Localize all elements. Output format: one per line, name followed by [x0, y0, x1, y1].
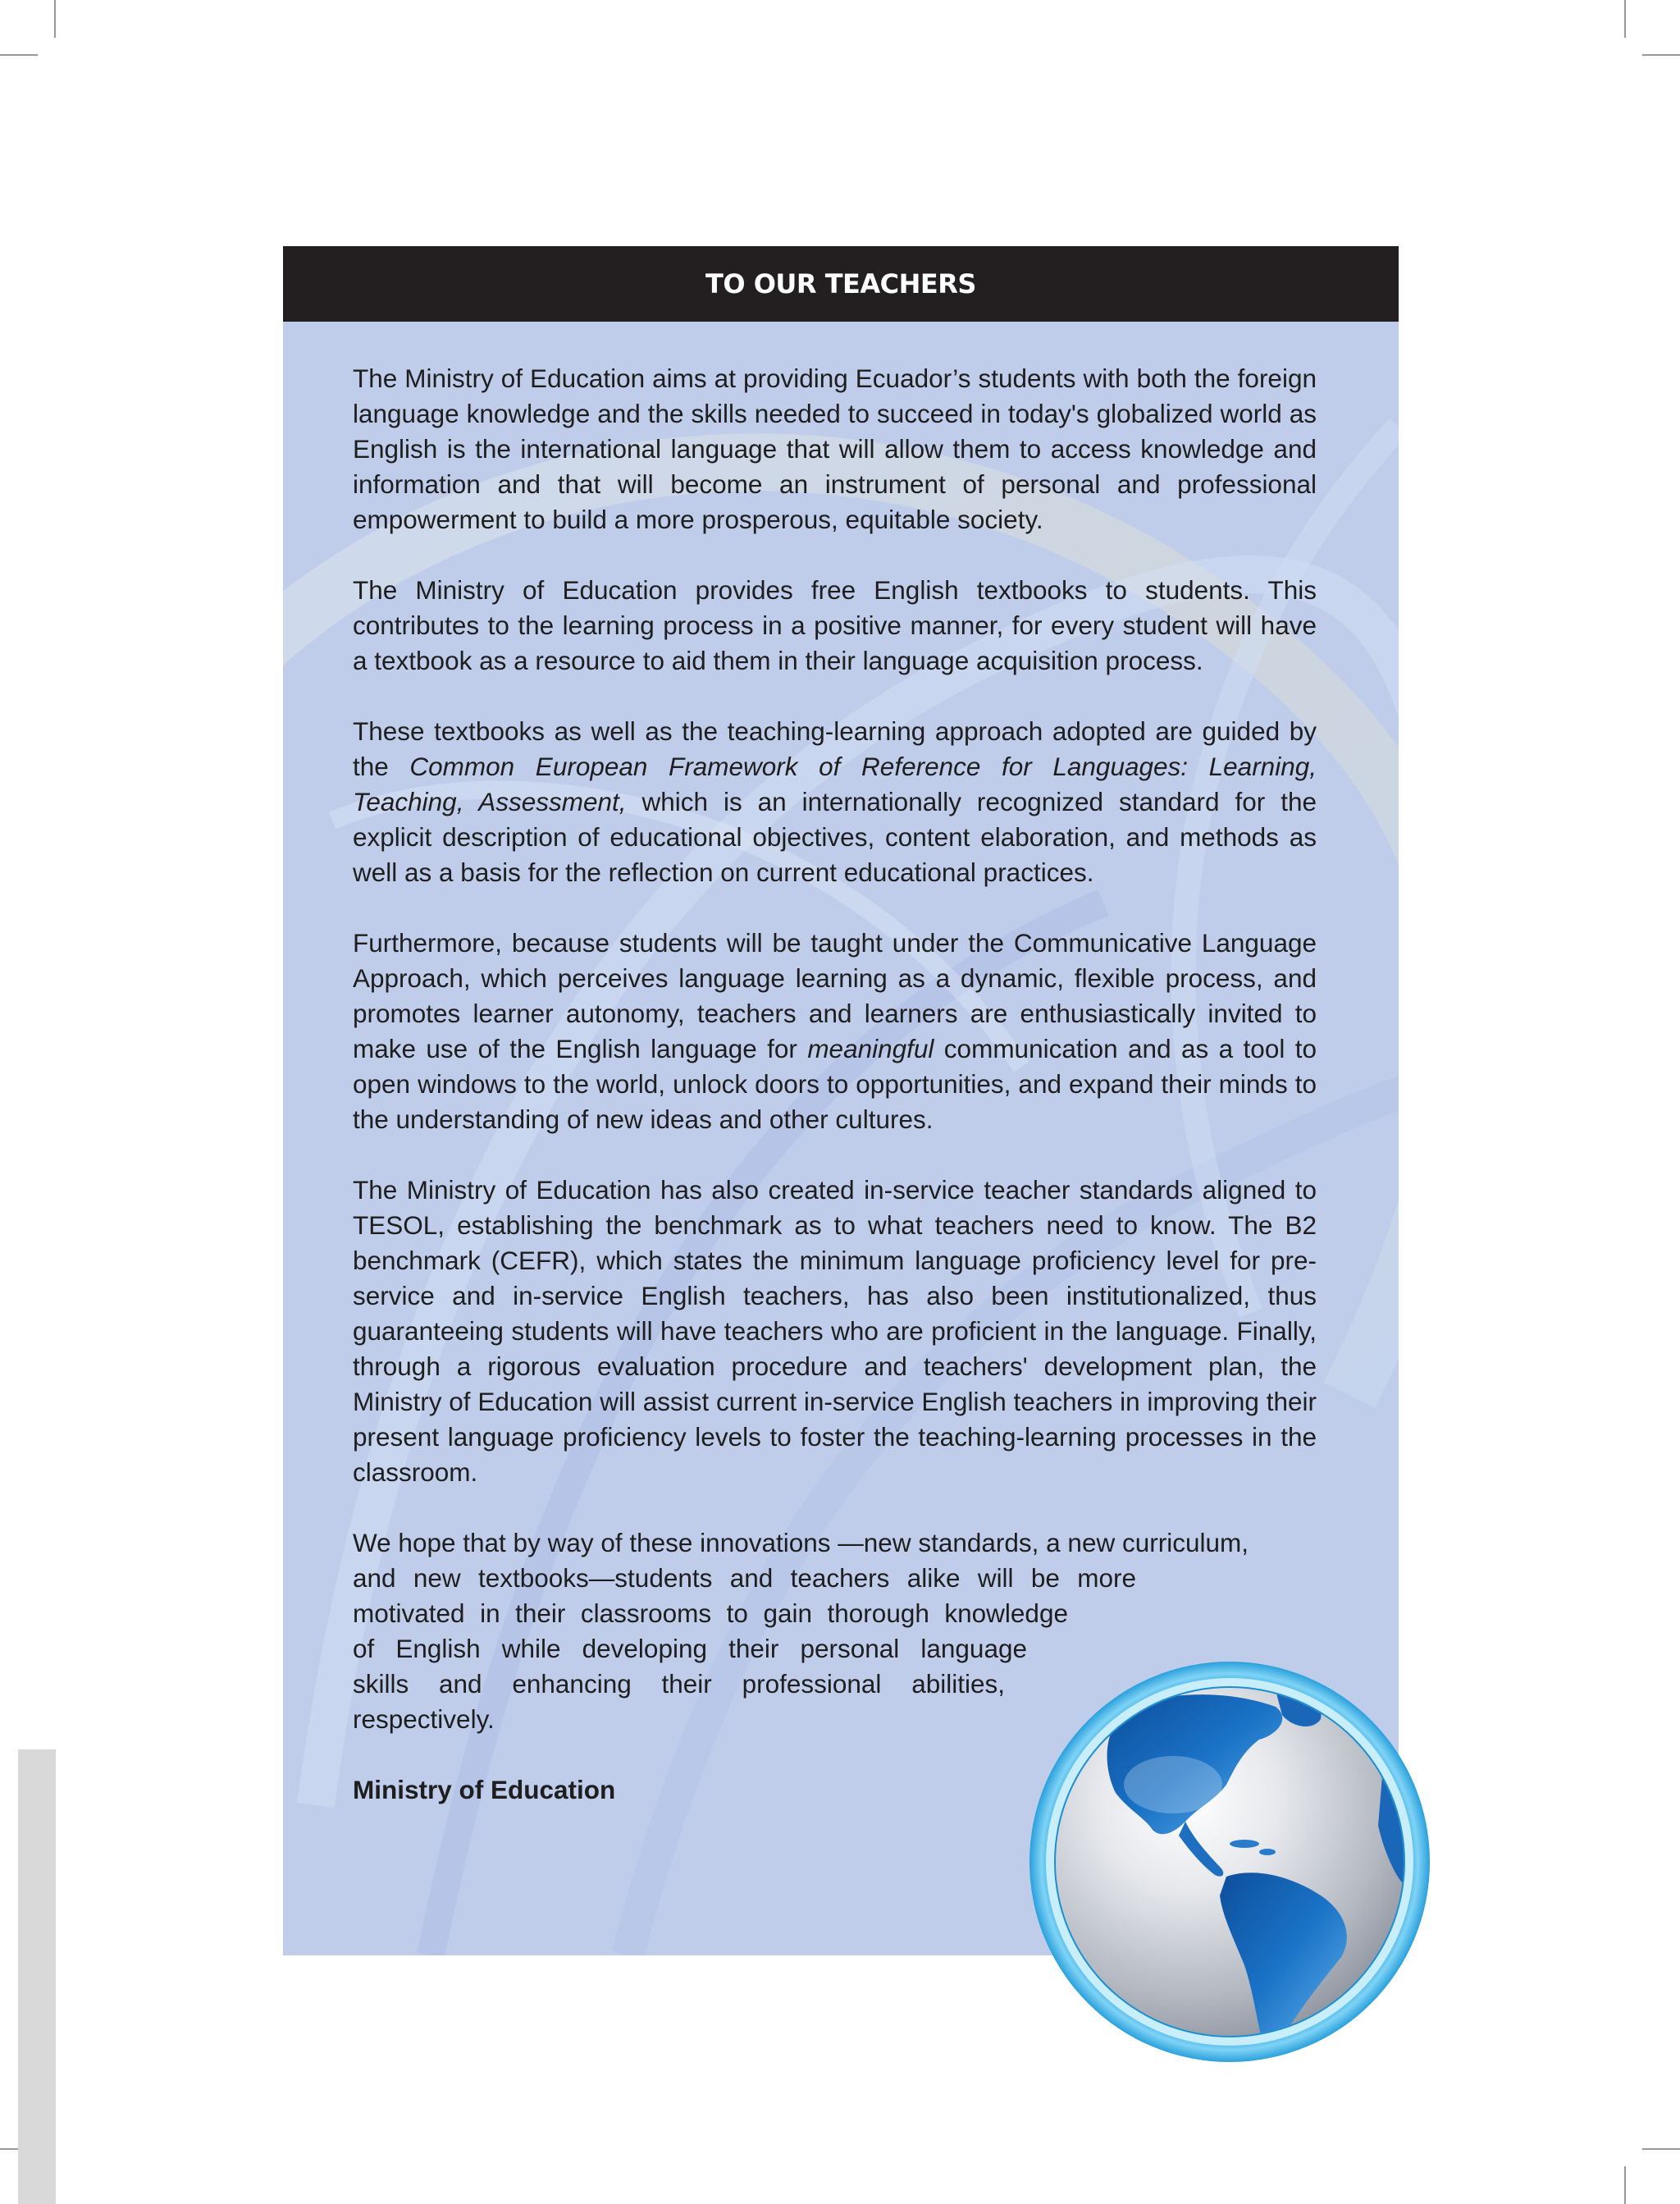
- paragraph-text: which is an internationally recognized standard for the explicit description of educational objectives, content elaboration, and methods as well as a basis for the reflection on current educational practices.: [353, 787, 1317, 887]
- paragraph: The Ministry of Education aims at providing Ecuador’s students with both the foreign language knowledge and the skills needed to succeed in today's globalized world as English is the international language that will allow them to access knowledge and information and that will become an instrument of personal and professional empowerment to build a more prosperous, equitable society.: [353, 364, 1317, 534]
- emphasis-word: meaningful: [807, 1034, 934, 1063]
- paragraph-text: communication and as a tool to open windows to the world, unlock doors to opportunities, and expand their minds to the understanding of new ideas and other cultures.: [353, 1034, 1317, 1134]
- paragraph-line: motivated in their classrooms to gain thorough knowledge: [353, 1598, 1068, 1628]
- crop-mark: [1642, 2148, 1680, 2150]
- paragraph-line: We hope that by way of these innovations —new standards, a new curriculum,: [353, 1528, 1249, 1557]
- globe-americas-icon: [1029, 1662, 1430, 2062]
- paragraph-line: and new textbooks—students and teachers alike will be more: [353, 1563, 1136, 1593]
- crop-mark: [1642, 54, 1680, 56]
- page-title: TO OUR TEACHERS: [705, 268, 976, 300]
- letter-body: [353, 361, 1317, 1843]
- margin-strip: [18, 1749, 56, 2204]
- framework-title: Common European Framework of Reference for Languages: Learning, Teaching, Assessment,: [353, 752, 1317, 816]
- signature: Ministry of Education: [353, 1775, 616, 1804]
- crop-mark: [0, 54, 38, 56]
- paragraph-line: respectively.: [353, 1704, 495, 1734]
- crop-mark: [1624, 2166, 1626, 2204]
- crop-mark: [1624, 0, 1626, 38]
- paragraph-line: skills and enhancing their professional abilities,: [353, 1669, 1005, 1699]
- crop-mark: [54, 0, 56, 38]
- paragraph: [353, 714, 1317, 890]
- paragraph-text: Furthermore, because students will be taught under the Communicative Language Approach, which perceives language learning as a dynamic, flexible process, and promotes learner autonomy, teachers and learners are enthusiastically invited to make use of the English language for: [353, 928, 1317, 1063]
- paragraph: [353, 926, 1317, 1137]
- paragraph-text: These textbooks as well as the teaching-learning approach adopted are guided by the: [353, 716, 1317, 781]
- header-bar: [283, 246, 1399, 322]
- paragraph: The Ministry of Education has also created in-service teacher standards aligned to TESOL, establishing the benchmark as to what teachers need to know. The B2 benchmark (CEFR), which states the minimum language proficiency level for pre-service and in-service English teachers, has also been institutionalized, thus guaranteeing students will have teachers who are proficient in the language. Finally, through a rigorous evaluation procedure and teachers' development plan, the Ministry of Education will assist current in-service English teachers in improving their present language proficiency levels to foster the teaching-learning processes in the classroom.: [353, 1175, 1317, 1487]
- paragraph: The Ministry of Education provides free English textbooks to students. This contributes to the learning process in a positive manner, for every student will have a textbook as a resource to aid them in their language acquisition process.: [353, 575, 1317, 675]
- paragraph-line: of English while developing their personal language: [353, 1634, 1027, 1663]
